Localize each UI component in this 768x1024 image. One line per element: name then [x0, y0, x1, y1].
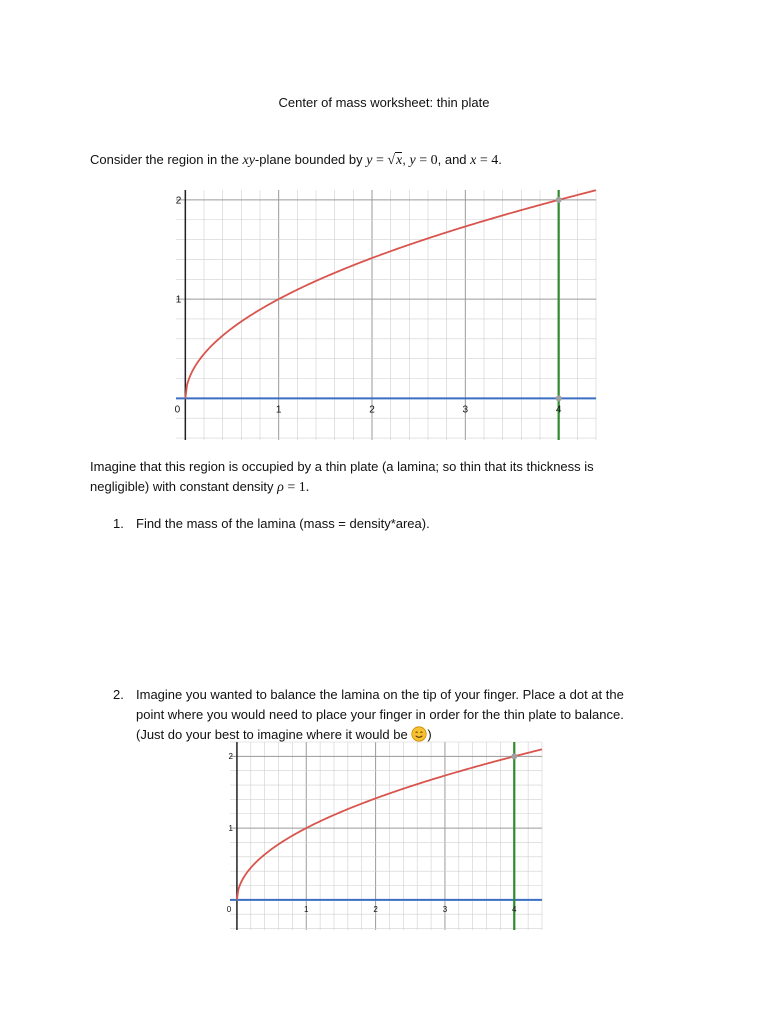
x-tick-label: 2 [373, 904, 378, 914]
smiling-face-icon [411, 726, 427, 742]
comma-1: , [402, 152, 410, 167]
equals-sqrt: = √ [372, 153, 396, 168]
intersection-point [556, 395, 562, 401]
balance-graph [226, 742, 542, 930]
x-tick-label: 1 [304, 904, 309, 914]
x-tick-label: 3 [462, 404, 469, 416]
y-tick-label: 1 [228, 823, 233, 833]
x-tick-label: 4 [555, 404, 562, 416]
x-tick-label: 0 [226, 904, 232, 914]
page-title: Center of mass worksheet: thin plate [278, 95, 490, 110]
setup-line-2 [90, 477, 309, 498]
x-tick-label: 3 [442, 904, 448, 914]
xy-symbol: xy [242, 153, 255, 168]
x-symbol-2: x [470, 153, 477, 168]
y-symbol-1: y [366, 153, 373, 168]
question-2-closing: ) [427, 727, 432, 742]
intro-prefix: Consider the region in the [90, 152, 243, 167]
setup-line2-suffix: = 1. [283, 480, 310, 495]
equals-zero: = 0 [415, 153, 438, 168]
y-tick-label: 2 [175, 195, 182, 207]
period: . [498, 152, 502, 167]
intersection-point [511, 753, 517, 759]
intro-plane-text: -plane bounded by [254, 152, 367, 167]
question-1-text: Find the mass of the lamina (mass = density*area). [136, 516, 430, 531]
and-text: , and [437, 152, 471, 167]
question-2-line-2: point where you would need to place your finger in order for the thin plate to balance. [136, 707, 624, 722]
x-tick-label: 0 [174, 404, 181, 416]
question-2-line-1: Imagine you wanted to balance the lamina on the tip of your finger. Place a dot at the [136, 687, 624, 702]
setup-line2-prefix: negligible) with constant density [90, 479, 278, 494]
intersection-point [556, 197, 562, 203]
x-tick-label: 2 [369, 404, 375, 416]
x-tick-label: 4 [512, 904, 517, 914]
x-tick-label: 1 [275, 404, 282, 416]
y-tick-label: 2 [228, 752, 233, 762]
equals-four: = 4 [476, 153, 499, 168]
x-symbol-1: x [396, 153, 403, 168]
question-2-line-3-text: (Just do your best to imagine where it would be [136, 727, 412, 742]
question-2-number: 2. [113, 687, 124, 702]
region-graph [176, 190, 596, 440]
setup-line-1: Imagine that this region is occupied by a thin plate (a lamina; so thin that its thickness is [90, 459, 594, 474]
y-symbol-2: y [409, 153, 416, 168]
rho-symbol: ρ [277, 480, 284, 495]
y-tick-label: 1 [175, 294, 182, 306]
intro-paragraph [90, 150, 502, 171]
question-1-number: 1. [113, 516, 124, 531]
